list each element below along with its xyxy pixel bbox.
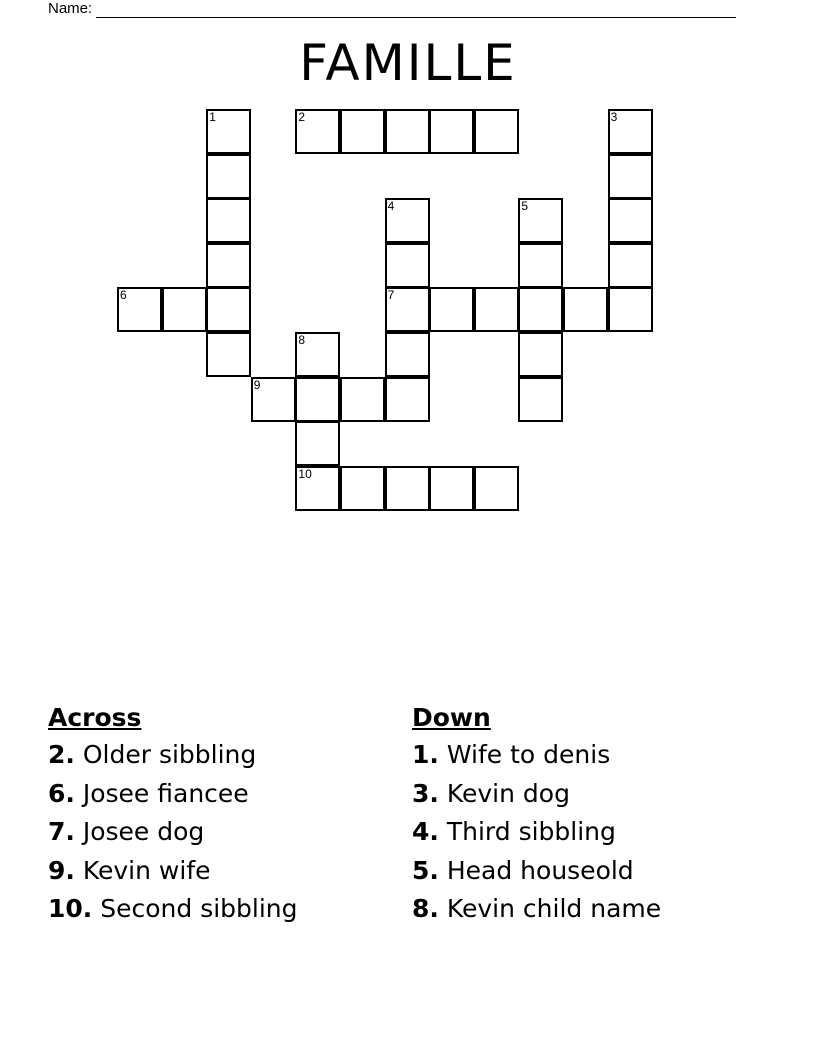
crossword-cell[interactable] (563, 287, 608, 332)
crossword-cell[interactable] (518, 287, 563, 332)
clue-number: 10 (298, 466, 312, 481)
crossword-cell[interactable] (385, 466, 430, 511)
crossword-cell[interactable] (385, 109, 430, 154)
clue-text: Kevin wife (82, 855, 211, 885)
crossword-cell[interactable] (429, 466, 474, 511)
clue-text: Wife to denis (446, 740, 611, 769)
crossword-cell[interactable] (518, 243, 563, 288)
clue-number: 2 (298, 110, 306, 124)
crossword-cell[interactable] (295, 109, 340, 154)
crossword-cell[interactable] (295, 332, 340, 377)
clue-text: Josee fiancee (82, 778, 249, 808)
clue-number: 2. (48, 740, 75, 769)
clue-number: 4. (412, 817, 439, 846)
crossword-cell[interactable] (340, 377, 385, 422)
crossword-cell[interactable] (474, 466, 519, 511)
clue-number: 6 (120, 288, 127, 303)
across-clue (48, 775, 388, 814)
crossword-cell[interactable] (608, 109, 653, 154)
crossword-cell[interactable] (206, 198, 251, 243)
crossword-cell[interactable] (117, 287, 162, 332)
across-clues (48, 700, 388, 929)
crossword-cell[interactable] (518, 198, 563, 243)
crossword-cell[interactable] (474, 109, 519, 154)
clue-text: Third sibbling (446, 817, 616, 846)
crossword-cell[interactable] (295, 466, 340, 511)
crossword-cell[interactable] (518, 332, 563, 377)
across-clue (48, 890, 388, 929)
crossword-cell[interactable] (385, 243, 430, 288)
crossword-cell[interactable] (251, 377, 296, 422)
clue-number: 9. (48, 855, 75, 885)
name-label: Name: (48, 0, 93, 17)
crossword-cell[interactable] (429, 109, 474, 154)
down-clue (412, 775, 752, 814)
clue-text: Josee dog (82, 817, 205, 846)
clue-number: 9 (253, 377, 261, 392)
page-title: FAMILLE (299, 34, 517, 92)
crossword-cell[interactable] (608, 154, 653, 199)
down-heading: Down (412, 703, 491, 732)
down-clue (412, 813, 752, 852)
clue-number: 5. (412, 855, 439, 885)
down-clue (412, 890, 752, 929)
across-clue (48, 813, 388, 852)
crossword-cell[interactable] (608, 287, 653, 332)
clue-number: 7 (387, 288, 395, 303)
clue-text: Head houseold (446, 855, 634, 885)
clue-number: 8. (412, 894, 439, 923)
across-heading: Across (48, 703, 142, 732)
clue-number: 3 (610, 110, 618, 124)
down-clues (412, 700, 752, 929)
crossword-cell[interactable] (206, 154, 251, 199)
clue-number: 1 (209, 110, 216, 124)
clue-text: Older sibbling (82, 740, 257, 769)
clue-number: 8 (298, 333, 306, 347)
crossword-cell[interactable] (206, 332, 251, 377)
crossword-cell[interactable] (162, 287, 207, 332)
across-clue (48, 736, 388, 775)
crossword-cell[interactable] (385, 377, 430, 422)
crossword-cell[interactable] (340, 466, 385, 511)
crossword-cell[interactable] (429, 287, 474, 332)
clue-number: 7. (48, 817, 75, 846)
clue-text: Kevin dog (446, 778, 570, 808)
clue-number: 6. (48, 778, 75, 808)
crossword-cell[interactable] (385, 332, 430, 377)
crossword-cell[interactable] (608, 243, 653, 288)
crossword-cell[interactable] (385, 287, 430, 332)
clue-text: Kevin child name (446, 894, 662, 923)
clue-number: 4 (387, 199, 395, 214)
crossword-cell[interactable] (206, 287, 251, 332)
clue-number: 10. (48, 894, 93, 923)
clue-number: 3. (412, 778, 439, 808)
down-clue (412, 852, 752, 891)
clue-number: 5 (521, 199, 529, 214)
crossword-cell[interactable] (340, 109, 385, 154)
crossword-cell[interactable] (295, 421, 340, 466)
crossword-cell[interactable] (206, 243, 251, 288)
clue-number: 1. (412, 740, 439, 769)
clue-text: Second sibbling (100, 894, 298, 923)
crossword-cell[interactable] (474, 287, 519, 332)
down-clue (412, 736, 752, 775)
crossword-cell[interactable] (295, 377, 340, 422)
crossword-cell[interactable] (206, 109, 251, 154)
across-clue (48, 852, 388, 891)
crossword-cell[interactable] (518, 377, 563, 422)
crossword-cell[interactable] (385, 198, 430, 243)
crossword-cell[interactable] (608, 198, 653, 243)
